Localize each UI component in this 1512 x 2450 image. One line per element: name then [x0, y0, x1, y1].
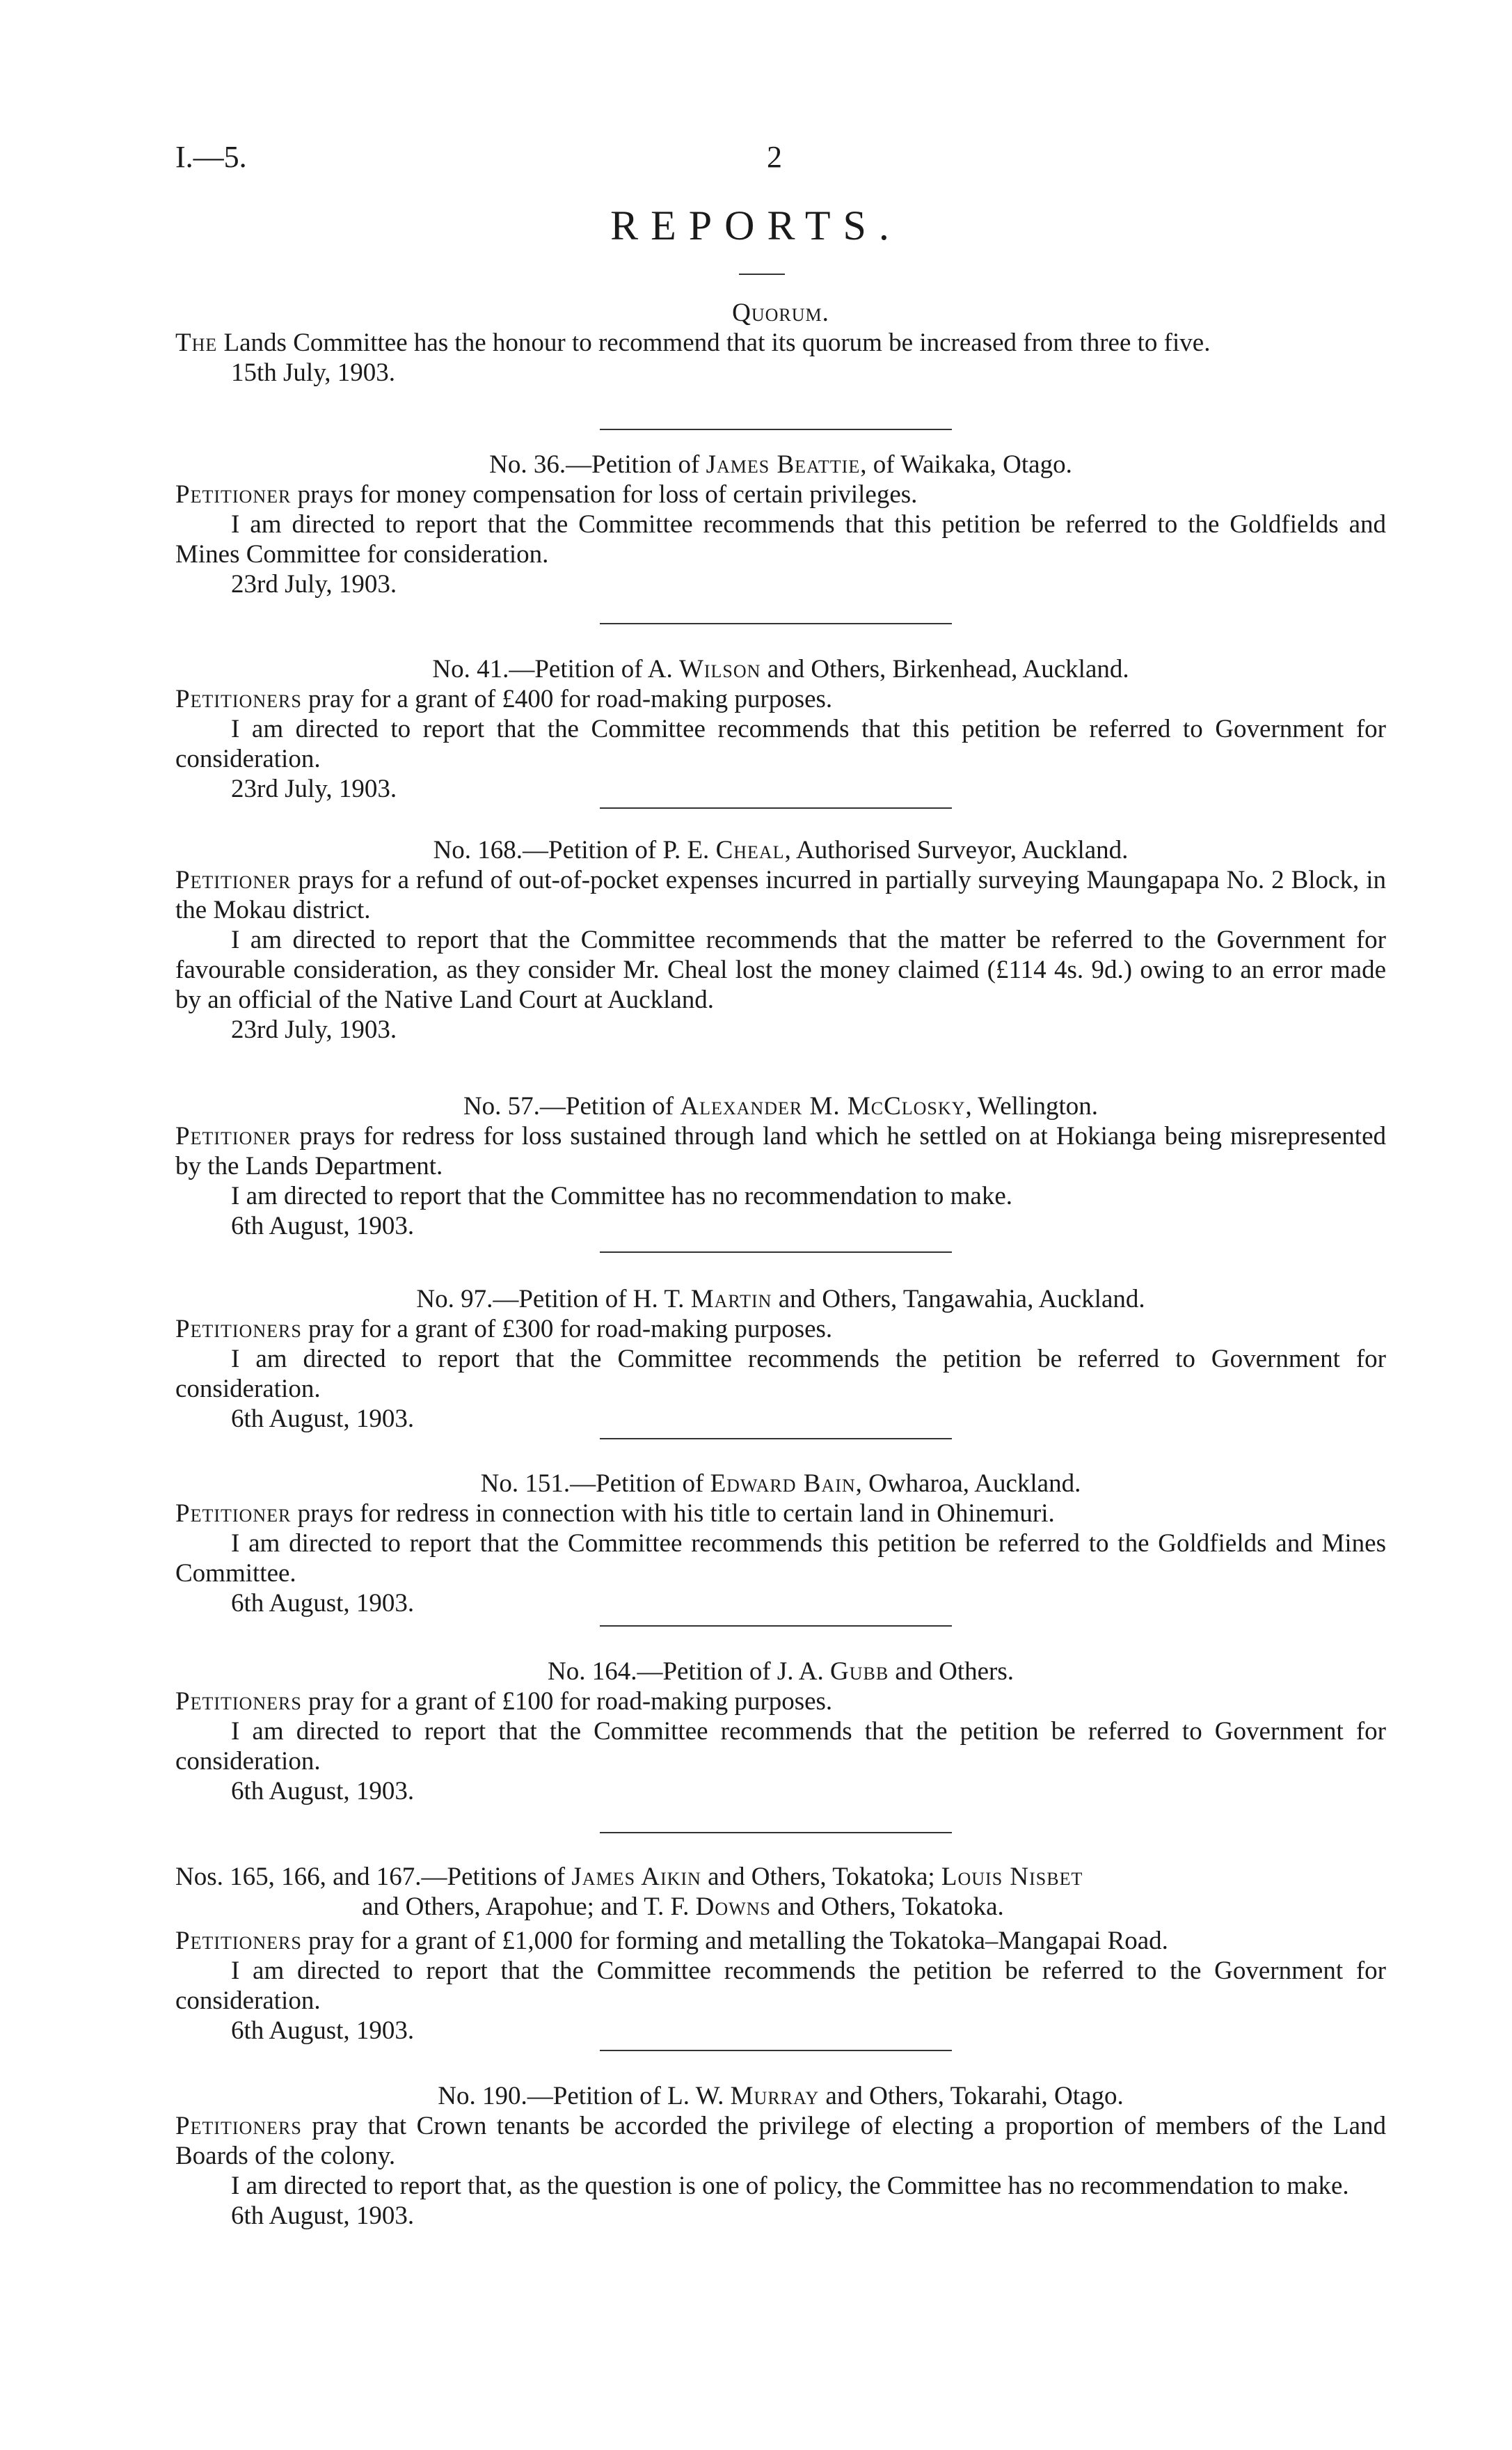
petition-report: I am directed to report that, as the question is one of policy, the Committee has no recommendation to make. — [231, 2172, 1349, 2200]
section-rule — [600, 1251, 952, 1253]
petition-165-167 — [175, 1862, 1386, 2046]
petition-heading: No. 57.—Petition of Alexander M. McClosky, Wellington. — [463, 1092, 1099, 1121]
petition-prayer: Petitioner prays for redress for loss sustained through land which he settled on at Hokianga being misrepresented by the Lands Department. — [175, 1122, 1386, 1180]
section-rule — [600, 1438, 952, 1439]
document-reference: I.—5. — [175, 140, 247, 174]
section-rule — [600, 2050, 952, 2051]
petition-report: I am directed to report that the Committee recommends the petition be referred to the Government for consideration. — [175, 1957, 1386, 2015]
section-rule — [600, 1625, 952, 1627]
petition-report: I am directed to report that the Committee recommends this petition be referred to the Goldfields and Mines Committee. — [175, 1529, 1386, 1588]
quorum-date: 15th July, 1903. — [231, 358, 396, 387]
petition-prayer: Petitioners pray that Crown tenants be accorded the privilege of electing a proportion of members of the Land Boards of the colony. — [175, 2112, 1386, 2170]
petition-prayer: Petitioners pray for a grant of £300 for road-making purposes. — [175, 1315, 833, 1343]
petition-164 — [175, 1657, 1386, 1806]
petition-heading: No. 151.—Petition of Edward Bain, Owharoa, Auckland. — [480, 1469, 1081, 1498]
petition-report: I am directed to report that the Committee has no recommendation to make. — [231, 1182, 1013, 1210]
petition-heading: No. 168.—Petition of P. E. Cheal, Authorised Surveyor, Auckland. — [433, 836, 1129, 864]
petition-date: 23rd July, 1903. — [231, 570, 397, 599]
petition-date: 6th August, 1903. — [231, 1777, 415, 1805]
petition-report: I am directed to report that the Committee recommends that this petition be referred to Government for consideration. — [175, 715, 1386, 773]
petition-date: 6th August, 1903. — [231, 1212, 415, 1240]
petition-heading: No. 190.—Petition of L. W. Murray and Others, Tokarahi, Otago. — [438, 2082, 1124, 2110]
petition-date: 6th August, 1903. — [231, 1405, 415, 1433]
petition-report: I am directed to report that the Committee recommends that this petition be referred to the Goldfields and Mines Committee for consideration. — [175, 510, 1386, 569]
section-rule — [600, 623, 952, 624]
section-rule — [600, 807, 952, 809]
petition-date: 23rd July, 1903. — [231, 775, 397, 803]
petition-prayer: Petitioners pray for a grant of £1,000 for forming and metalling the Tokatoka–Mangapai Road. — [175, 1927, 1168, 1955]
page-number: 2 — [767, 140, 782, 174]
petition-168 — [175, 835, 1386, 1045]
petition-prayer: Petitioner prays for a refund of out-of-pocket expenses incurred in partially surveying Maungapapa No. 2 Block, in the Mokau district. — [175, 866, 1386, 924]
petition-heading: No. 97.—Petition of H. T. Martin and Others, Tangawahia, Auckland. — [416, 1285, 1145, 1313]
section-rule — [600, 429, 952, 430]
petition-heading: No. 164.—Petition of J. A. Gubb and Others. — [547, 1657, 1014, 1686]
petition-date: 23rd July, 1903. — [231, 1015, 397, 1044]
page-title: REPORTS. — [610, 203, 902, 248]
petition-97 — [175, 1284, 1386, 1434]
petition-151 — [175, 1469, 1386, 1618]
petition-heading: Nos. 165, 166, and 167.—Petitions of James Aikin and Others, Tokatoka; Louis Nisbet and Others, Arapohue; and T. F. Downs and Others, Tokatoka. — [175, 1863, 1083, 1921]
petition-prayer: Petitioners pray for a grant of £400 for road-making purposes. — [175, 685, 833, 713]
petition-heading: No. 36.—Petition of James Beattie, of Waikaka, Otago. — [489, 450, 1072, 479]
petition-prayer: Petitioners pray for a grant of £100 for road-making purposes. — [175, 1687, 833, 1716]
petition-report: I am directed to report that the Committee recommends that the matter be referred to the Government for favourable consideration, as they consider Mr. Cheal lost the money claimed (£114 4s. 9d.) owing to an error made by an official of the Native Land Court at Auckland. — [175, 926, 1386, 1014]
petition-41 — [175, 654, 1386, 804]
petition-190 — [175, 2081, 1386, 2231]
quorum-text: The Lands Committee has the honour to recommend that its quorum be increased from three to five. — [175, 329, 1211, 357]
quorum-heading: Quorum. — [732, 299, 829, 327]
petition-report: I am directed to report that the Committee recommends the petition be referred to Government for consideration. — [175, 1345, 1386, 1403]
title-rule — [739, 274, 785, 275]
petition-prayer: Petitioner prays for redress in connection with his title to certain land in Ohinemuri. — [175, 1499, 1055, 1528]
petition-36 — [175, 450, 1386, 599]
section-rule — [600, 1832, 952, 1833]
petition-report: I am directed to report that the Committee recommends that the petition be referred to Government for consideration. — [175, 1717, 1386, 1776]
quorum-section — [175, 298, 1386, 388]
petition-heading: No. 41.—Petition of A. Wilson and Others, Birkenhead, Auckland. — [432, 655, 1129, 683]
petition-date: 6th August, 1903. — [231, 1589, 415, 1618]
petition-date: 6th August, 1903. — [231, 2202, 415, 2230]
petition-57 — [175, 1091, 1386, 1241]
petition-date: 6th August, 1903. — [231, 2016, 415, 2045]
petition-prayer: Petitioner prays for money compensation for loss of certain privileges. — [175, 480, 918, 509]
